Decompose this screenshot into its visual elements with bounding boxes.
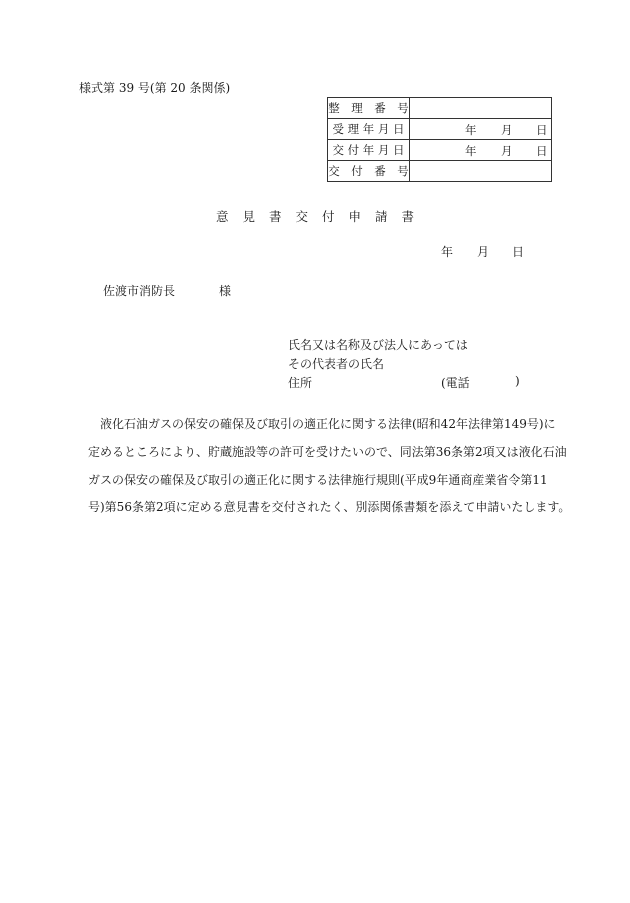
table-row	[328, 98, 552, 119]
office-use-table	[327, 97, 552, 182]
application-month-label: 月	[477, 245, 490, 259]
body-text-line-4: 号)第56条第2項に定める意見書を交付されたく、別添関係書類を添えて申請いたします。	[88, 500, 571, 514]
title-char: 申	[348, 209, 361, 224]
addressee-suffix: 様	[219, 284, 232, 298]
issue-date-label: 交 付 年 月 日	[328, 140, 410, 161]
year-label: 年	[465, 144, 477, 158]
table-row	[328, 119, 552, 140]
day-label: 日	[536, 144, 548, 158]
title-char: 書	[401, 209, 414, 224]
applicant-name-label-2: その代表者の氏名	[288, 357, 385, 371]
addressee-name: 佐渡市消防長	[103, 284, 176, 298]
month-label: 月	[501, 123, 513, 137]
issue-number-label: 交 付 番 号	[328, 161, 410, 182]
receipt-number-label: 整 理 番 号	[328, 98, 410, 119]
receipt-date-field	[410, 119, 552, 140]
receipt-number-field	[410, 98, 552, 119]
receipt-date-label: 受 理 年 月 日	[328, 119, 410, 140]
title-char: 請	[374, 209, 388, 224]
document-title	[0, 207, 630, 225]
day-label: 日	[536, 123, 548, 137]
title-char: 交	[295, 209, 308, 224]
applicant-phone-label: (電話	[441, 376, 470, 390]
issue-number-field	[410, 161, 552, 182]
application-day-label: 日	[512, 245, 525, 259]
table-row	[328, 161, 552, 182]
applicant-name-label-1: 氏名又は名称及び法人にあっては	[288, 338, 468, 352]
table-row	[328, 140, 552, 161]
body-text-line-1: 液化石油ガスの保安の確保及び取引の適正化に関する法律(昭和42年法律第149号)に	[100, 417, 556, 431]
body-text-line-3: ガスの保安の確保及び取引の適正化に関する法律施行規則(平成9年通商産業省令第11	[88, 473, 548, 487]
year-label: 年	[465, 123, 477, 137]
application-year-label: 年	[441, 245, 454, 259]
title-char: 見	[242, 209, 255, 224]
title-char: 意	[215, 209, 229, 224]
month-label: 月	[501, 144, 513, 158]
form-number: 様式第 39 号(第 20 条関係)	[79, 81, 231, 95]
issue-date-field	[410, 140, 552, 161]
title-char: 書	[268, 209, 282, 224]
body-text-line-2: 定めるところにより、貯蔵施設等の許可を受けたいので、同法第36条第2項又は液化石油	[88, 445, 567, 459]
title-char: 付	[321, 209, 335, 224]
applicant-phone-close: )	[515, 374, 520, 388]
applicant-address-label: 住所	[288, 376, 313, 390]
